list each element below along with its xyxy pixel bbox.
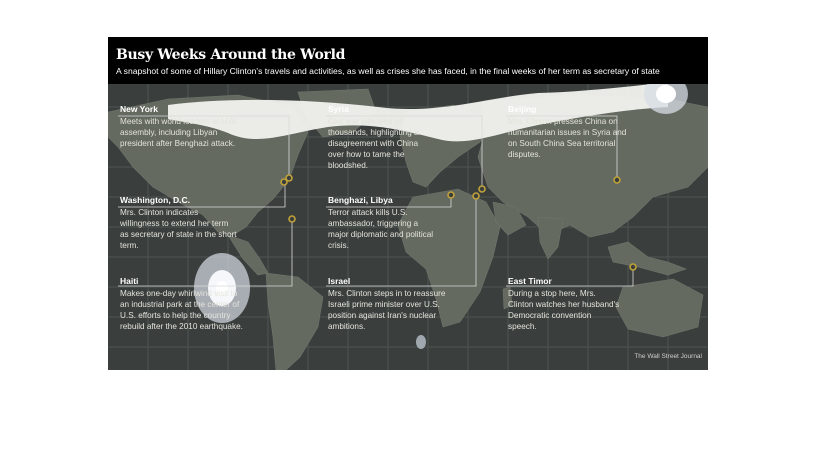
callout-text: During a stop here, Mrs. Clinton watches her husband's Democratic convention speech. [508,289,620,331]
callout-beijing [508,104,628,160]
southeast-asia-islands [608,242,686,275]
marker-israel [473,193,479,199]
callout-text: Civil war kills tens of thousands, highlighting a disagreement with China over how to tame the bloodshed. [328,117,419,170]
callout-benghazi [328,195,440,251]
callout-title: New York [120,104,158,114]
callout-syria [328,104,436,171]
page-title: Busy Weeks Around the World [116,47,346,63]
callout-title: Beijing [508,104,537,114]
callout-east-timor [508,276,620,332]
callout-text: Mrs. Clinton presses China on humanitarian issues in Syria and on South China Sea territorial disputes. [508,117,627,159]
map-graphic [108,37,708,370]
australia [616,279,703,337]
marker-haiti [289,216,295,222]
marker-benghazi [448,192,454,198]
pacific-glow-inner [656,85,676,103]
callout-washington [120,195,238,251]
marker-syria [479,186,485,192]
callout-title: Haiti [120,276,139,286]
marker-washington [281,179,287,185]
callout-title: Israel [328,276,351,286]
marker-beijing [614,177,620,183]
south-america [266,273,323,370]
header-bar [108,37,708,84]
marker-east-timor [630,264,636,270]
callout-text: Mrs. Clinton indicates willingness to extend her term as secretary of state in the short term. [120,208,237,250]
source-credit: The Wall Street Journal [634,353,702,360]
callout-title: East Timor [508,276,552,286]
callout-text: Mrs. Clinton steps in to reassure Israeli prime minister over U.S. position against Iran's nuclear ambitions. [328,289,446,331]
callout-text: Terror attack kills U.S. ambassador, triggering a major diplomatic and political crisis. [328,208,434,250]
callout-text: Meets with world leaders at U.N. assembly, including Libyan president after Benghazi attack. [120,117,238,148]
callout-israel [328,276,446,332]
callout-title: Benghazi, Libya [328,195,393,205]
callout-title: Washington, D.C. [120,195,191,205]
india [538,217,563,259]
callout-text: Makes one-day whirlwind visit to an industrial park at the center of U.S. efforts to help the country rebuild after the 2010 earthquake. [120,289,243,331]
callout-haiti [120,276,245,332]
callout-title: Syria [328,104,349,114]
page-subtitle: A snapshot of some of Hillary Clinton's travels and activities, as well as crises she has faced, in the final weeks of her term as secretary of state [116,66,660,76]
callout-new-york [120,104,238,149]
small-glow [416,335,426,349]
